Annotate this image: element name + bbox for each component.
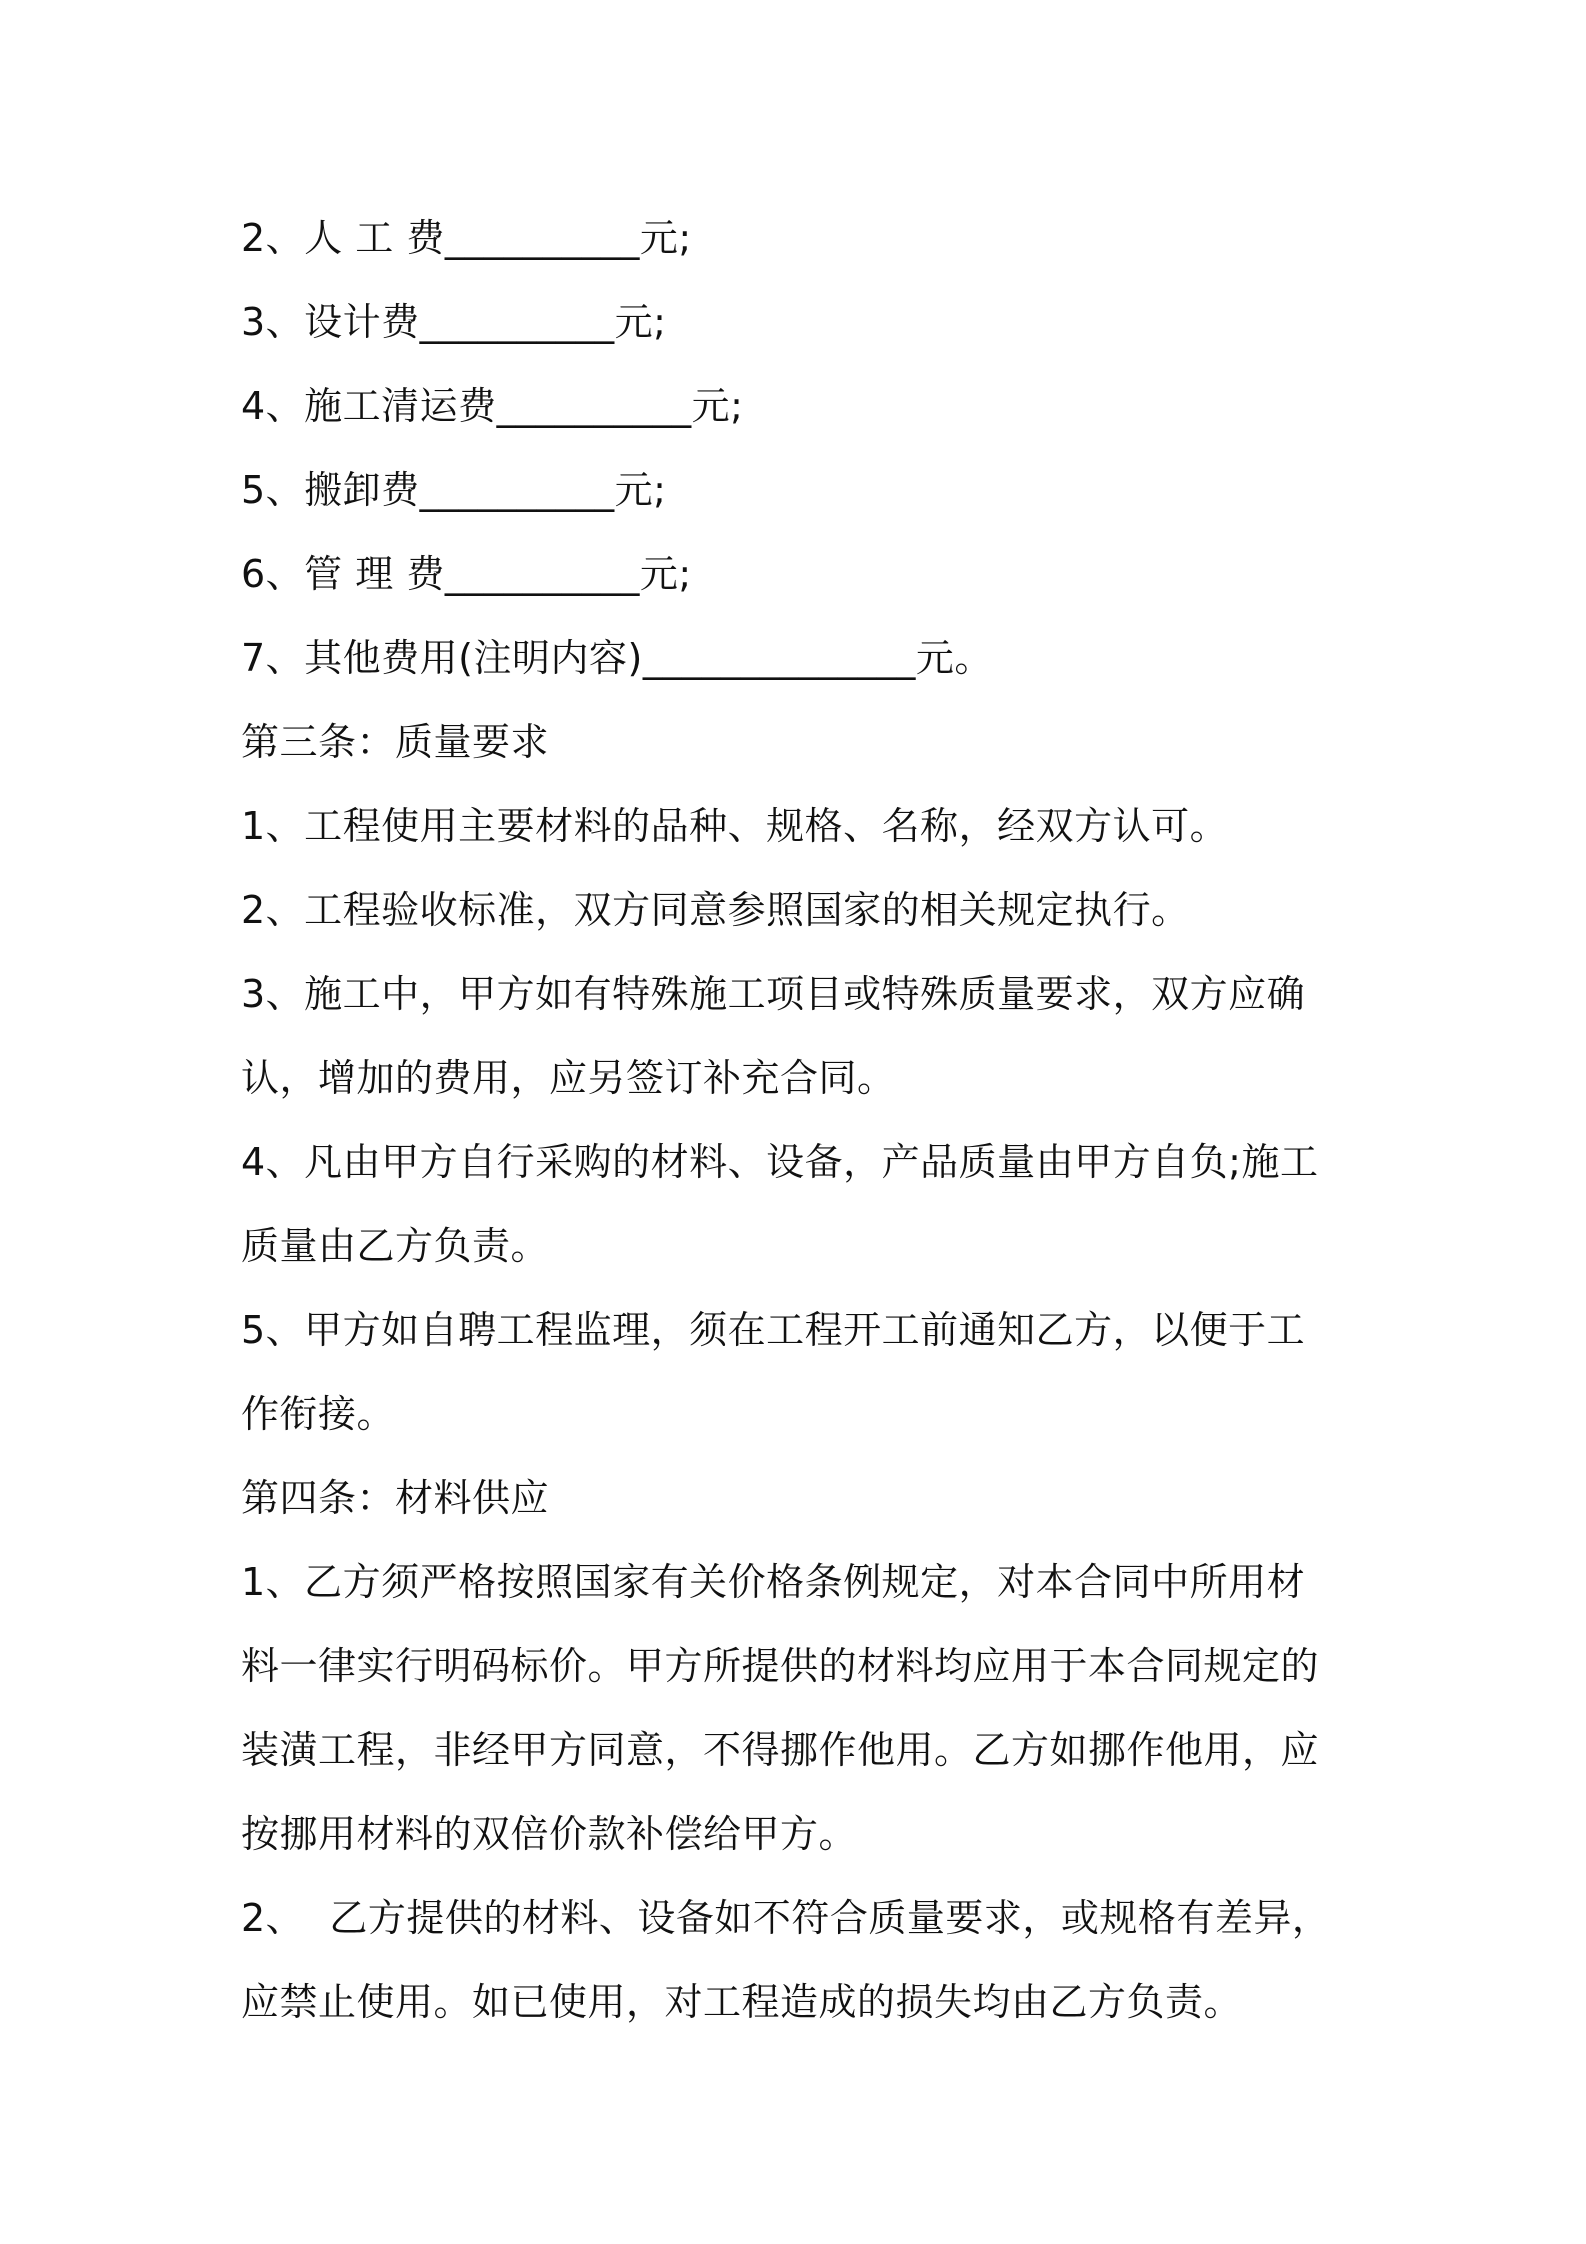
quality-clause-5-line-1: 5、甲方如自聘工程监理，须在工程开工前通知乙方，以便于工 <box>241 1308 1306 1352</box>
fee-item-design: 3、设计费__________元; <box>241 300 667 344</box>
section-heading-quality: 第三条：质量要求 <box>241 720 550 764</box>
fee-item-labor: 2、人 工 费__________元; <box>241 216 692 260</box>
materials-clause-1-line-2: 料一律实行明码标价。甲方所提供的材料均应用于本合同规定的 <box>241 1644 1320 1688</box>
fee-item-handling: 5、搬卸费__________元; <box>241 468 667 512</box>
quality-clause-4-line-2: 质量由乙方负责。 <box>241 1224 550 1268</box>
quality-clause-2: 2、工程验收标准，双方同意参照国家的相关规定执行。 <box>241 888 1190 932</box>
document-body <box>241 196 1361 2044</box>
materials-clause-2-line-2: 应禁止使用。如已使用，对工程造成的损失均由乙方负责。 <box>241 1980 1243 2024</box>
quality-clause-5-line-2: 作衔接。 <box>241 1392 396 1436</box>
fee-item-other: 7、其他费用(注明内容)______________元。 <box>241 636 993 680</box>
quality-clause-3-line-1: 3、施工中，甲方如有特殊施工项目或特殊质量要求，双方应确 <box>241 972 1306 1016</box>
fee-item-management: 6、管 理 费__________元; <box>241 552 692 596</box>
materials-clause-2-line-1: 2、 乙方提供的材料、设备如不符合质量要求，或规格有差异， <box>241 1896 1331 1940</box>
quality-clause-1: 1、工程使用主要材料的品种、规格、名称，经双方认可。 <box>241 804 1229 848</box>
fee-item-cleanup: 4、施工清运费__________元; <box>241 384 744 428</box>
materials-clause-1-line-1: 1、乙方须严格按照国家有关价格条例规定，对本合同中所用材 <box>241 1560 1306 1604</box>
quality-clause-3-line-2: 认，增加的费用，应另签订补充合同。 <box>241 1056 896 1100</box>
section-heading-materials: 第四条：材料供应 <box>241 1476 550 1520</box>
quality-clause-4-line-1: 4、凡由甲方自行采购的材料、设备，产品质量由甲方自负;施工 <box>241 1140 1319 1184</box>
materials-clause-1-line-3: 装潢工程，非经甲方同意，不得挪作他用。乙方如挪作他用，应 <box>241 1728 1320 1772</box>
materials-clause-1-line-4: 按挪用材料的双倍价款补偿给甲方。 <box>241 1812 858 1856</box>
